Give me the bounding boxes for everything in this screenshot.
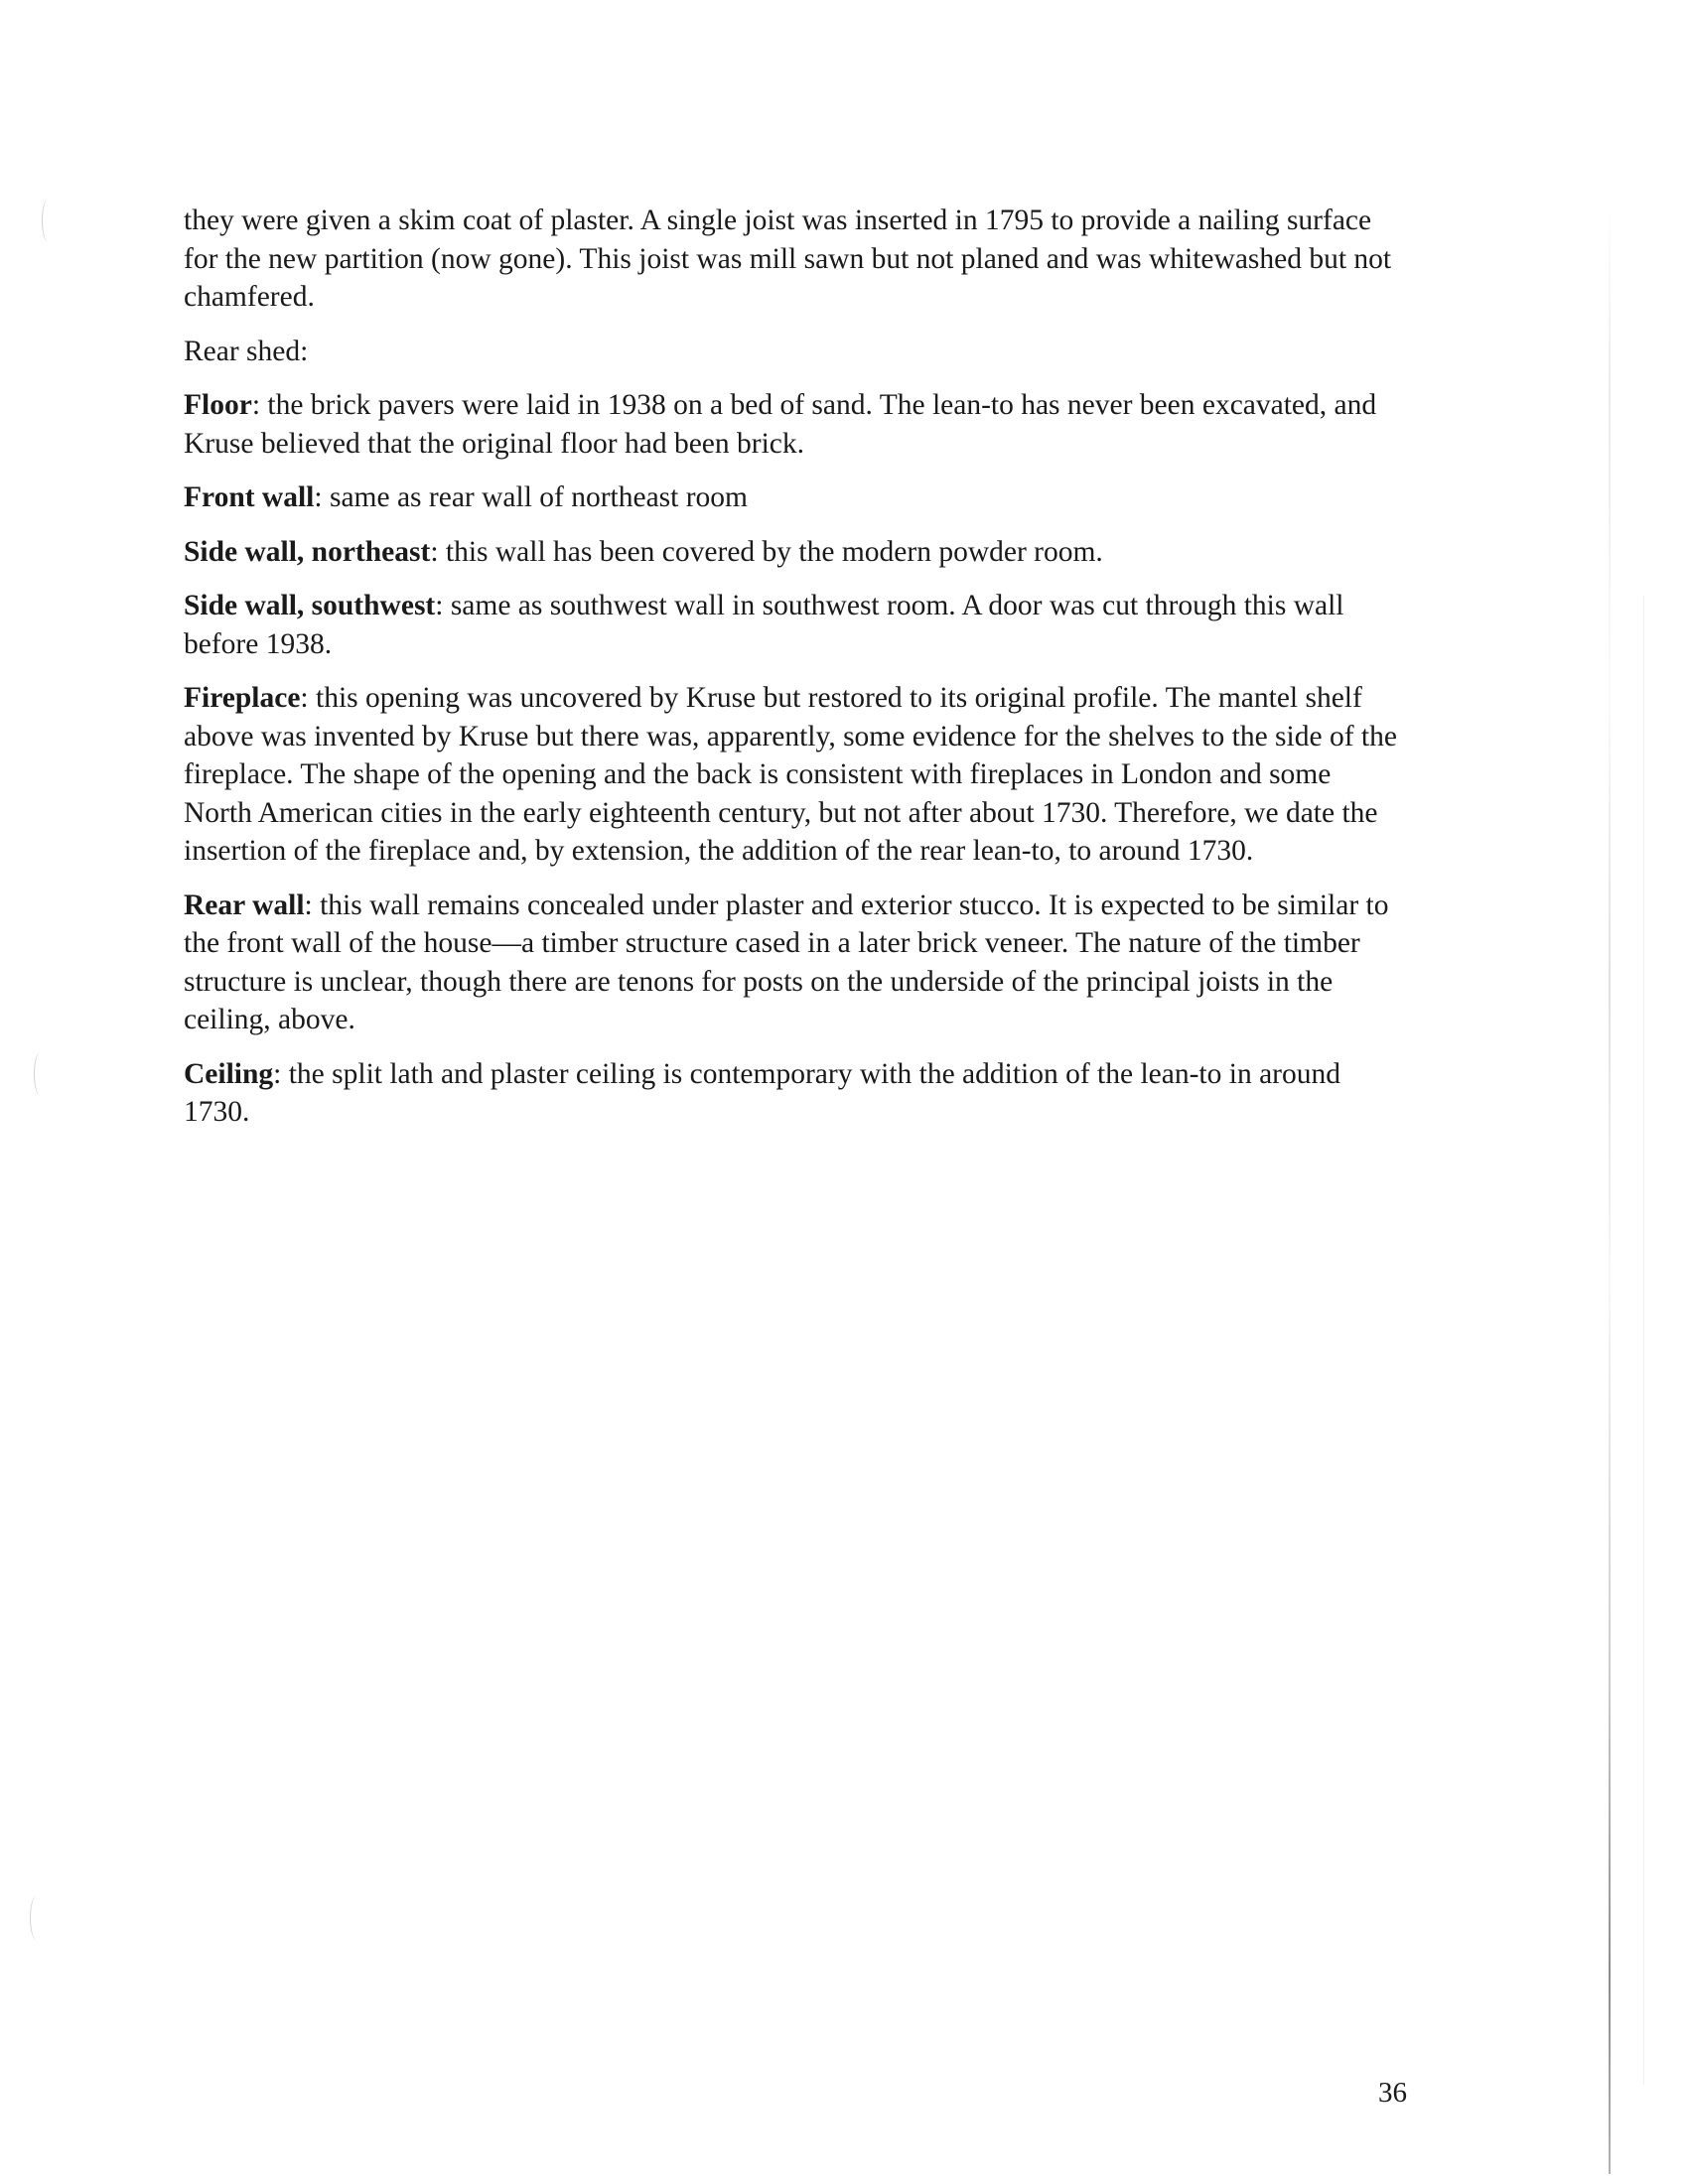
entry-term: Fireplace [184, 682, 301, 714]
paragraph-continuation [184, 202, 1405, 317]
entry-text: : the split lath and plaster ceiling is contemporary with the addition of the lean-to in around 1730. [184, 1057, 1340, 1128]
entry-side-wall-southwest [184, 587, 1405, 663]
entry-text: : this wall has been covered by the modern powder room. [430, 535, 1103, 568]
scan-margin-mark [34, 1052, 47, 1096]
entry-text: : this wall remains concealed under plaster and exterior stucco. It is expected to be similar to the front wall of the house—a timber structure cased in a later brick veneer. The nature of the timber structure is unclear, though there are tenons for posts on the underside of the principal joists in the ceiling, above. [184, 888, 1389, 1035]
scan-margin-mark [30, 1896, 43, 1940]
entry-rear-wall [184, 887, 1405, 1039]
entry-floor [184, 386, 1405, 463]
entry-term: Rear wall [184, 888, 305, 921]
entry-term: Ceiling [184, 1057, 274, 1090]
paragraph-text: they were given a skim coat of plaster. A single joist was inserted in 1795 to provide a nailing surface for the new partition (now gone). This joist was mill sawn but not planed and was whitewashed but not chamfered. [184, 205, 1392, 313]
body-text [184, 202, 1405, 1148]
paragraph-text: Rear shed: [184, 335, 309, 367]
entry-text: : same as rear wall of northeast room [314, 481, 748, 513]
scan-margin-mark [42, 199, 55, 242]
page-number: 36 [1378, 2077, 1407, 2109]
entry-text: : this opening was uncovered by Kruse but restored to its original profile. The mantel shelf above was invented by Kruse but there was, apparently, some evidence for the shelves to the side of the fireplace. The shape of the opening and the back is consistent with fireplaces in London and some North American cities in the early eighteenth century, but not after about 1730. Therefore, we date the insertion of the fireplace and, by extension, the addition of the rear lean-to, to around 1730. [184, 682, 1397, 867]
scan-edge-artifact-faint [1643, 596, 1644, 2085]
entry-fireplace [184, 679, 1405, 871]
entry-text: : same as southwest wall in southwest room. A door was cut through this wall before 1938. [184, 590, 1344, 660]
section-heading-rear-shed [184, 333, 1405, 371]
entry-text: : the brick pavers were laid in 1938 on a bed of sand. The lean-to has never been excavated, and Kruse believed that the original floor had been brick. [184, 389, 1377, 460]
entry-term: Side wall, northeast [184, 535, 431, 568]
scan-edge-artifact [1609, 199, 1611, 2174]
entry-term: Floor [184, 389, 252, 421]
entry-term: Front wall [184, 481, 315, 513]
entry-ceiling [184, 1055, 1405, 1132]
entry-side-wall-northeast [184, 533, 1405, 572]
entry-term: Side wall, southwest [184, 590, 436, 621]
entry-front-wall [184, 478, 1405, 517]
